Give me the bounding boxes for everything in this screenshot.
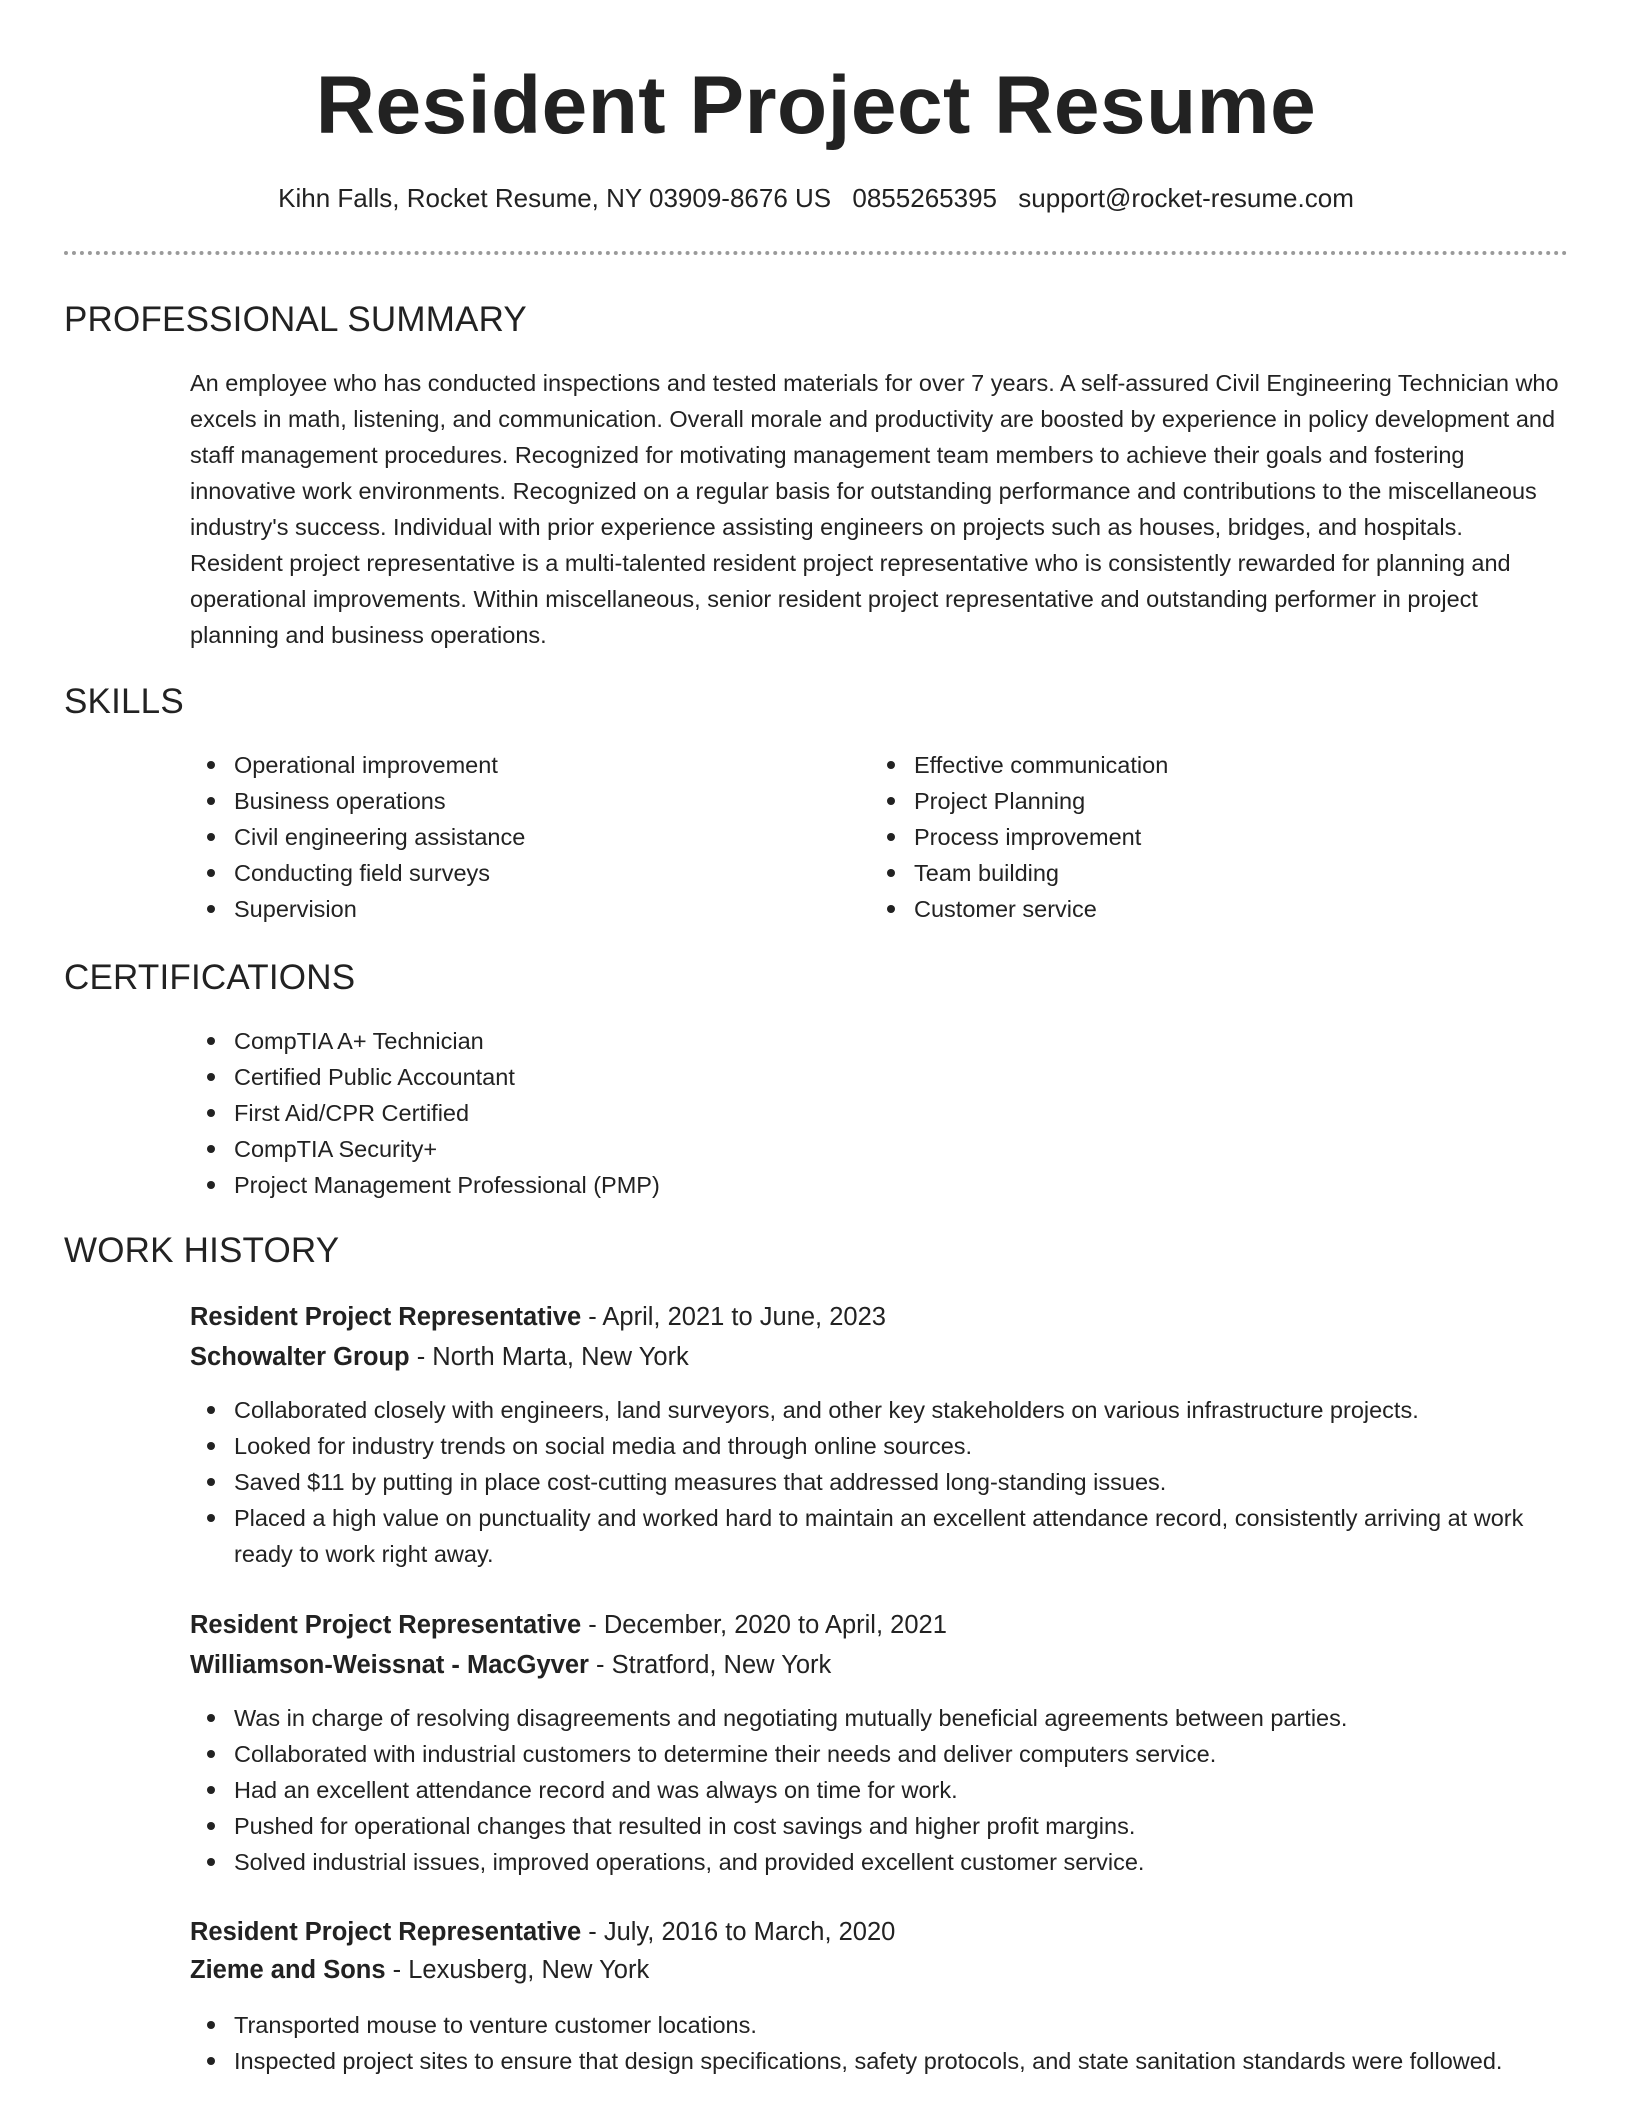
certifications-heading: CERTIFICATIONS xyxy=(64,958,356,997)
job-title: Resident Project Representative xyxy=(190,1303,582,1331)
job-company-line xyxy=(190,1647,831,1683)
list-item: Collaborated closely with engineers, land surveyors, and other key stakeholders on various infrastructure projects. xyxy=(190,1392,1560,1428)
list-item: First Aid/CPR Certified xyxy=(190,1095,1560,1131)
list-item: Supervision xyxy=(190,891,810,927)
job-title: Resident Project Representative xyxy=(190,1918,582,1946)
summary-heading: PROFESSIONAL SUMMARY xyxy=(64,300,527,339)
job-company-line xyxy=(190,1339,689,1375)
list-item: Operational improvement xyxy=(190,747,810,783)
job-title-line xyxy=(190,1914,895,1950)
job-dates: - July, 2016 to March, 2020 xyxy=(581,1918,896,1946)
list-item: CompTIA Security+ xyxy=(190,1131,1560,1167)
list-item: Project Management Professional (PMP) xyxy=(190,1167,1560,1203)
list-item: Inspected project sites to ensure that design specifications, safety protocols, and state sanitation standards were followed. xyxy=(190,2043,1560,2079)
job-location: - North Marta, New York xyxy=(409,1343,689,1371)
job-bullets xyxy=(190,2007,1560,2079)
job-bullets xyxy=(190,1392,1560,1572)
job-dates: - December, 2020 to April, 2021 xyxy=(581,1611,947,1639)
list-item: Effective communication xyxy=(870,747,1490,783)
list-item: Business operations xyxy=(190,783,810,819)
contact-email: support@rocket-resume.com xyxy=(1018,183,1354,213)
job-company: Schowalter Group xyxy=(190,1343,410,1371)
list-item: Process improvement xyxy=(870,819,1490,855)
contact-address: Kihn Falls, Rocket Resume, NY 03909-8676 US xyxy=(278,183,832,213)
certifications-list xyxy=(190,1023,1560,1203)
summary-text: An employee who has conducted inspections and tested materials for over 7 years. A self-assured Civil Engineering Technician who excels in math, listening, and communication. Overall morale and productivity are boosted by experience in policy development and staff management procedures. Recognized for motivating management team members to achieve their goals and fostering innovative work environments. Recognized on a regular basis for outstanding performance and contributions to the miscellaneous industry's success. Individual with prior experience assisting engineers on projects such as houses, bridges, and hospitals. Resident project representative is a multi-talented resident project representative who is consistently rewarded for planning and operational improvements. Within miscellaneous, senior resident project representative and outstanding performer in project planning and business operations. xyxy=(190,370,1559,648)
contact-phone: 0855265395 xyxy=(852,183,997,213)
list-item: Transported mouse to venture customer locations. xyxy=(190,2007,1560,2043)
list-item: Had an excellent attendance record and was always on time for work. xyxy=(190,1772,1560,1808)
skills-list-left xyxy=(190,747,810,927)
job-dates: - April, 2021 to June, 2023 xyxy=(581,1303,886,1331)
job-title: Resident Project Representative xyxy=(190,1611,582,1639)
work-history-heading: WORK HISTORY xyxy=(64,1231,340,1270)
header-divider xyxy=(64,251,1568,255)
job-location: - Lexusberg, New York xyxy=(385,1956,650,1984)
list-item: Project Planning xyxy=(870,783,1490,819)
list-item: Was in charge of resolving disagreements and negotiating mutually beneficial agreements between parties. xyxy=(190,1700,1560,1736)
job-company: Williamson-Weissnat - MacGyver xyxy=(190,1651,589,1679)
list-item: Solved industrial issues, improved operations, and provided excellent customer service. xyxy=(190,1844,1560,1880)
list-item: CompTIA A+ Technician xyxy=(190,1023,1560,1059)
job-bullets xyxy=(190,1700,1560,1880)
skills-heading: SKILLS xyxy=(64,682,184,721)
resume-name: Resident Project Resume xyxy=(315,60,1317,151)
list-item: Looked for industry trends on social media and through online sources. xyxy=(190,1428,1560,1464)
job-title-line xyxy=(190,1299,886,1335)
skills-list-right xyxy=(870,747,1490,927)
job-company: Zieme and Sons xyxy=(190,1956,386,1984)
list-item: Customer service xyxy=(870,891,1490,927)
list-item: Placed a high value on punctuality and worked hard to maintain an excellent attendance record, consistently arriving at work ready to work right away. xyxy=(190,1500,1560,1572)
list-item: Saved $11 by putting in place cost-cutting measures that addressed long-standing issues. xyxy=(190,1464,1560,1500)
list-item: Team building xyxy=(870,855,1490,891)
list-item: Conducting field surveys xyxy=(190,855,810,891)
list-item: Certified Public Accountant xyxy=(190,1059,1560,1095)
job-title-line xyxy=(190,1607,947,1643)
job-location: - Stratford, New York xyxy=(588,1651,832,1679)
job-company-line xyxy=(190,1952,649,1988)
list-item: Civil engineering assistance xyxy=(190,819,810,855)
contact-line xyxy=(0,180,1632,216)
list-item: Pushed for operational changes that resulted in cost savings and higher profit margins. xyxy=(190,1808,1560,1844)
list-item: Collaborated with industrial customers to determine their needs and deliver computers service. xyxy=(190,1736,1560,1772)
